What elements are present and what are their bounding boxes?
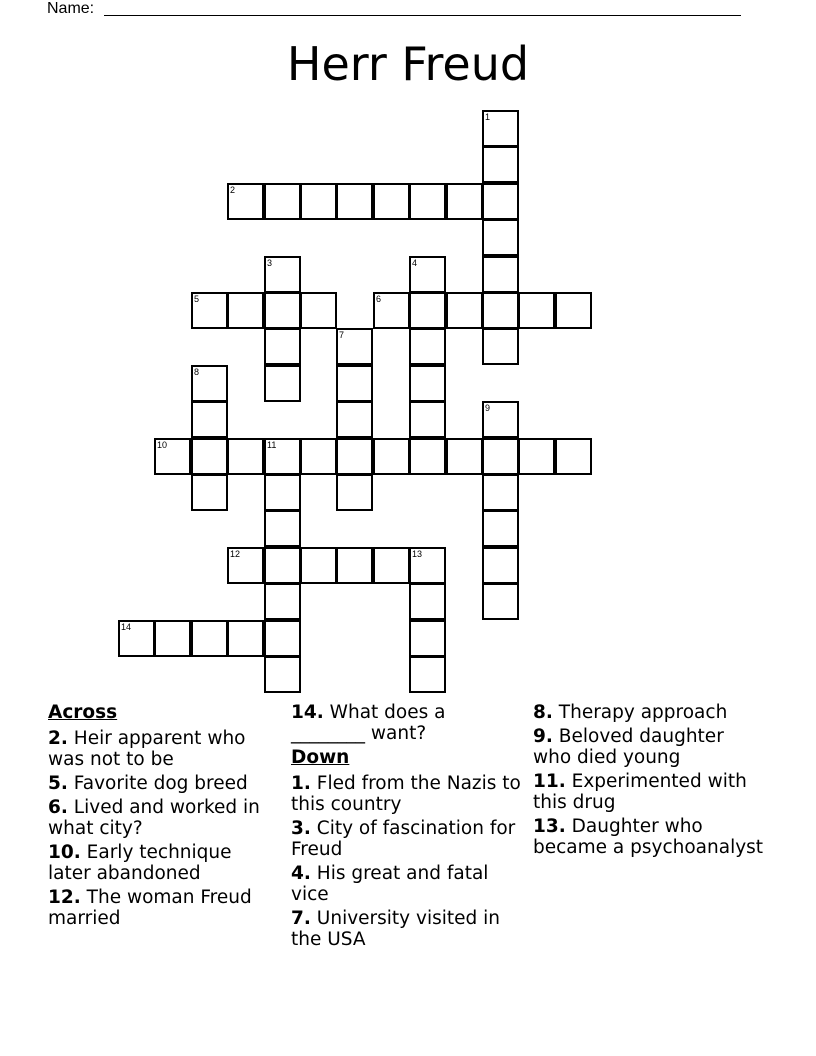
grid-cell[interactable] bbox=[482, 510, 519, 547]
clue-text: Fled from the Nazis to this country bbox=[291, 773, 521, 815]
clue-number: 9. bbox=[533, 726, 553, 747]
grid-cell[interactable] bbox=[409, 256, 446, 293]
grid-cell[interactable] bbox=[336, 365, 373, 402]
grid-cell[interactable] bbox=[264, 328, 301, 365]
grid-cell[interactable] bbox=[264, 583, 301, 620]
grid-cell[interactable] bbox=[118, 620, 155, 657]
grid-cell[interactable] bbox=[336, 438, 373, 475]
grid-cell[interactable] bbox=[264, 183, 301, 220]
grid-cell[interactable] bbox=[264, 365, 301, 402]
clue-down-11 bbox=[533, 771, 765, 813]
grid-cell[interactable] bbox=[264, 620, 301, 657]
grid-cell[interactable] bbox=[482, 183, 519, 220]
clue-number-label: 5 bbox=[194, 294, 200, 304]
clue-across-6 bbox=[48, 797, 280, 839]
grid-cell[interactable] bbox=[227, 438, 264, 475]
clue-number-label: 14 bbox=[121, 622, 132, 632]
grid-cell[interactable] bbox=[555, 438, 592, 475]
grid-cell[interactable] bbox=[482, 328, 519, 365]
clue-text: Therapy approach bbox=[558, 702, 728, 723]
grid-cell[interactable] bbox=[482, 256, 519, 293]
grid-cell[interactable] bbox=[336, 401, 373, 438]
grid-cell[interactable] bbox=[482, 438, 519, 475]
grid-cell[interactable] bbox=[482, 110, 519, 147]
grid-cell[interactable] bbox=[336, 474, 373, 511]
grid-cell[interactable] bbox=[264, 547, 301, 584]
clue-column-3 bbox=[533, 702, 765, 861]
grid-cell[interactable] bbox=[227, 183, 264, 220]
clue-text: Favorite dog breed bbox=[73, 773, 248, 794]
clue-number: 11. bbox=[533, 771, 566, 792]
clue-number-label: 3 bbox=[267, 258, 273, 268]
clue-number-label: 1 bbox=[485, 112, 491, 122]
clue-text: Beloved daughter who died young bbox=[533, 726, 724, 768]
grid-cell[interactable] bbox=[373, 547, 410, 584]
clue-number-label: 13 bbox=[412, 549, 423, 559]
clue-number: 5. bbox=[48, 773, 68, 794]
clue-text: Heir apparent who was not to be bbox=[48, 728, 246, 770]
clue-number: 12. bbox=[48, 887, 81, 908]
grid-cell[interactable] bbox=[300, 438, 337, 475]
clue-number-label: 11 bbox=[267, 440, 277, 450]
clue-number: 14. bbox=[291, 702, 324, 723]
clue-text: University visited in the USA bbox=[291, 908, 500, 950]
grid-cell[interactable] bbox=[264, 474, 301, 511]
grid-cell[interactable] bbox=[264, 438, 301, 475]
clue-number: 1. bbox=[291, 773, 311, 794]
clue-across-12 bbox=[48, 887, 280, 929]
grid-cell[interactable] bbox=[482, 583, 519, 620]
clue-number-label: 6 bbox=[376, 294, 382, 304]
grid-cell[interactable] bbox=[336, 547, 373, 584]
clue-number: 7. bbox=[291, 908, 311, 929]
clue-text: What does a ________ want? bbox=[291, 702, 446, 744]
clue-down-3 bbox=[291, 818, 523, 860]
clue-number-label: 4 bbox=[412, 258, 418, 268]
clue-number: 13. bbox=[533, 816, 566, 837]
grid-cell[interactable] bbox=[446, 438, 483, 475]
grid-cell[interactable] bbox=[373, 292, 410, 329]
grid-cell[interactable] bbox=[555, 292, 592, 329]
grid-cell[interactable] bbox=[191, 438, 228, 475]
clue-down-8 bbox=[533, 702, 765, 723]
grid-cell[interactable] bbox=[154, 438, 191, 475]
grid-cell[interactable] bbox=[482, 219, 519, 256]
clue-down-4 bbox=[291, 863, 523, 905]
grid-cell[interactable] bbox=[191, 620, 228, 657]
clue-column-2 bbox=[291, 702, 523, 953]
clue-number-label: 9 bbox=[485, 403, 491, 413]
grid-cell[interactable] bbox=[409, 438, 446, 475]
clue-down-1 bbox=[291, 773, 523, 815]
clue-number: 4. bbox=[291, 863, 311, 884]
clue-text: Experimented with this drug bbox=[533, 771, 747, 813]
page-title: Herr Freud bbox=[286, 37, 530, 91]
clue-number-label: 10 bbox=[157, 440, 168, 450]
clue-text: The woman Freud married bbox=[48, 887, 252, 929]
grid-cell[interactable] bbox=[264, 292, 301, 329]
grid-cell[interactable] bbox=[409, 365, 446, 402]
clue-across-10 bbox=[48, 842, 280, 884]
clue-text: His great and fatal vice bbox=[291, 863, 489, 905]
clue-across-5 bbox=[48, 773, 280, 794]
grid-cell[interactable] bbox=[518, 292, 555, 329]
clue-across-14 bbox=[291, 702, 523, 744]
grid-cell[interactable] bbox=[482, 292, 519, 329]
grid-cell[interactable] bbox=[409, 547, 446, 584]
grid-cell[interactable] bbox=[191, 292, 228, 329]
grid-cell[interactable] bbox=[409, 183, 446, 220]
clue-number-label: 7 bbox=[339, 330, 345, 340]
grid-cell[interactable] bbox=[300, 292, 337, 329]
grid-cell[interactable] bbox=[409, 620, 446, 657]
clue-text: Early technique later abandoned bbox=[48, 842, 232, 884]
grid-cell[interactable] bbox=[227, 547, 264, 584]
grid-cell[interactable] bbox=[227, 292, 264, 329]
clue-text: Daughter who became a psychoanalyst bbox=[533, 816, 764, 858]
clue-down-9 bbox=[533, 726, 765, 768]
grid-cell[interactable] bbox=[191, 365, 228, 402]
clue-down-13 bbox=[533, 816, 765, 858]
grid-cell[interactable] bbox=[482, 547, 519, 584]
grid-cell[interactable] bbox=[154, 620, 191, 657]
grid-cell[interactable] bbox=[336, 183, 373, 220]
grid-cell[interactable] bbox=[264, 256, 301, 293]
grid-cell[interactable] bbox=[373, 438, 410, 475]
grid-cell[interactable] bbox=[446, 183, 483, 220]
grid-cell[interactable] bbox=[409, 292, 446, 329]
grid-cell[interactable] bbox=[409, 401, 446, 438]
clue-number-label: 2 bbox=[230, 185, 236, 195]
clue-number-label: 12 bbox=[230, 549, 241, 559]
clue-number: 6. bbox=[48, 797, 68, 818]
name-label: Name: bbox=[47, 0, 95, 17]
clue-number-label: 8 bbox=[194, 367, 200, 377]
grid-cell[interactable] bbox=[300, 183, 337, 220]
grid-cell[interactable] bbox=[482, 401, 519, 438]
grid-cell[interactable] bbox=[446, 292, 483, 329]
grid-cell[interactable] bbox=[409, 328, 446, 365]
clue-column-1 bbox=[48, 702, 280, 932]
clue-down-7 bbox=[291, 908, 523, 950]
grid-cell[interactable] bbox=[300, 547, 337, 584]
clue-number: 8. bbox=[533, 702, 553, 723]
clue-text: City of fascination for Freud bbox=[291, 818, 516, 860]
grid-cell[interactable] bbox=[336, 328, 373, 365]
grid-cell[interactable] bbox=[482, 146, 519, 183]
clue-number: 10. bbox=[48, 842, 81, 863]
across-heading: Across bbox=[48, 702, 118, 723]
grid-cell[interactable] bbox=[264, 656, 301, 693]
clue-number: 2. bbox=[48, 728, 68, 749]
grid-cell[interactable] bbox=[191, 401, 228, 438]
clue-number: 3. bbox=[291, 818, 311, 839]
grid-cell[interactable] bbox=[227, 620, 264, 657]
grid-cell[interactable] bbox=[373, 183, 410, 220]
grid-cell[interactable] bbox=[264, 510, 301, 547]
grid-cell[interactable] bbox=[518, 438, 555, 475]
down-heading: Down bbox=[291, 747, 350, 768]
grid-cell[interactable] bbox=[409, 656, 446, 693]
clue-text: Lived and worked in what city? bbox=[48, 797, 260, 839]
clue-across-2 bbox=[48, 728, 280, 770]
grid-cell[interactable] bbox=[482, 474, 519, 511]
grid-cell[interactable] bbox=[409, 583, 446, 620]
grid-cell[interactable] bbox=[191, 474, 228, 511]
